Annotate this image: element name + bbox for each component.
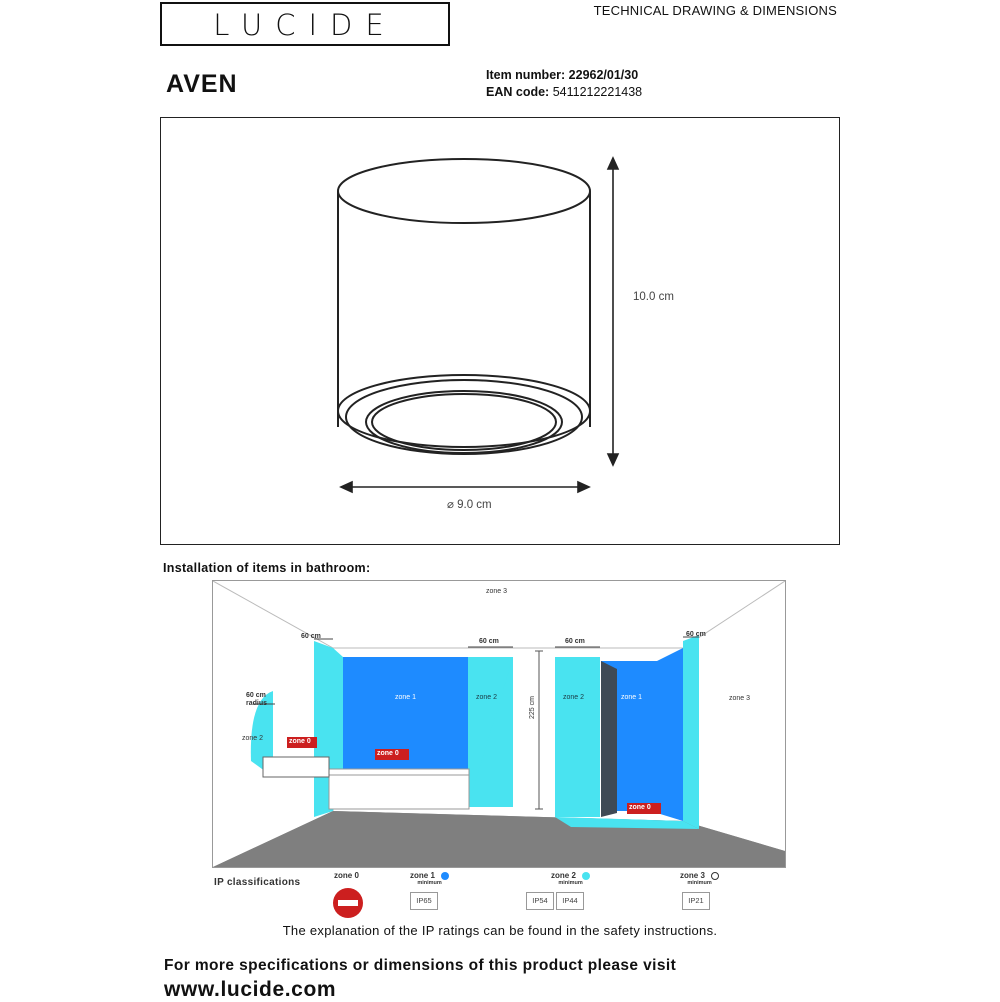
zone2-dot-icon [582, 872, 590, 880]
technical-drawing-frame [160, 117, 840, 545]
label-zone1-shower: zone 1 [621, 694, 643, 701]
brand-logo-text: LUCIDE [213, 8, 397, 42]
bathroom-zone-diagram [212, 580, 786, 868]
ip-zone1-minimum: minimum [417, 880, 442, 886]
fixture-lens-outer [366, 391, 562, 453]
label-radius [246, 692, 267, 708]
zone2-shower-side [555, 657, 600, 817]
ip65-box: IP65 [410, 892, 438, 910]
footer-website-link[interactable]: www.lucide.com [164, 978, 337, 1001]
brand-logo [160, 2, 450, 46]
label-radius-line1: 60 cm [246, 692, 266, 699]
label-60cm-a: 60 cm [301, 633, 321, 640]
ip54-box: IP54 [526, 892, 554, 910]
label-zone0-shower: zone 0 [629, 804, 651, 811]
document-title: TECHNICAL DRAWING & DIMENSIONS [593, 3, 837, 18]
label-zone0-bath: zone 0 [377, 750, 399, 757]
diameter-dimension-line [341, 482, 589, 492]
ip21-box: IP21 [682, 892, 710, 910]
ip-zone2-label: zone 2 [551, 871, 576, 880]
label-zone0-sink: zone 0 [289, 738, 311, 745]
zone1-dot-icon [441, 872, 449, 880]
ip-classifications-title: IP classifications [214, 877, 301, 888]
zone3-dot-icon [711, 872, 719, 880]
item-number-value: 22962/01/30 [568, 68, 639, 82]
label-zone2-sink: zone 2 [242, 735, 264, 742]
ip-zone1-label: zone 1 [410, 871, 435, 880]
item-number-label: Item number: [486, 68, 566, 82]
ip-zone3-label: zone 3 [680, 871, 705, 880]
ip44-box: IP44 [556, 892, 584, 910]
label-60cm-d: 60 cm [686, 631, 706, 638]
ean-row [486, 84, 642, 101]
no-entry-icon [332, 887, 364, 924]
footer-specs-text: For more specifications or dimensions of this product please visit [164, 957, 677, 974]
label-radius-line2: radius [246, 700, 268, 707]
height-dimension-line [608, 158, 618, 465]
ip-zone1 [410, 871, 449, 886]
fixture-drawing [161, 118, 839, 544]
product-meta [486, 67, 642, 101]
label-zone2-bath: zone 2 [476, 694, 498, 701]
ean-value: 5411212221438 [552, 85, 643, 99]
bathroom-section-title: Installation of items in bathroom: [163, 561, 371, 575]
ip-zone3-minimum: minimum [687, 880, 712, 886]
label-zone1-bath: zone 1 [395, 694, 417, 701]
fixture-lens-inner [372, 394, 556, 450]
item-number-row [486, 67, 642, 84]
label-225cm: 225 cm [529, 696, 536, 719]
ip-zone2-minimum: minimum [558, 880, 583, 886]
label-zone3-right: zone 3 [729, 695, 751, 702]
shower-glass [601, 661, 617, 817]
label-60cm-c: 60 cm [565, 638, 585, 645]
label-zone2-shower: zone 2 [563, 694, 585, 701]
diameter-label: ⌀ 9.0 cm [447, 499, 492, 511]
ip-zone3 [680, 871, 719, 886]
product-name: AVEN [166, 70, 238, 98]
label-60cm-b: 60 cm [479, 638, 499, 645]
ean-label: EAN code: [486, 85, 550, 99]
sink [263, 757, 329, 777]
fixture-top-ellipse [338, 159, 590, 223]
ip-zone2 [551, 871, 590, 886]
height-label: 10.0 cm [633, 291, 674, 303]
label-zone3-top: zone 3 [486, 588, 508, 595]
ip-zone0-label: zone 0 [334, 871, 359, 880]
ip-explanation-note: The explanation of the IP ratings can be found in the safety instructions. [282, 923, 718, 938]
bathroom-illustration [213, 581, 785, 867]
